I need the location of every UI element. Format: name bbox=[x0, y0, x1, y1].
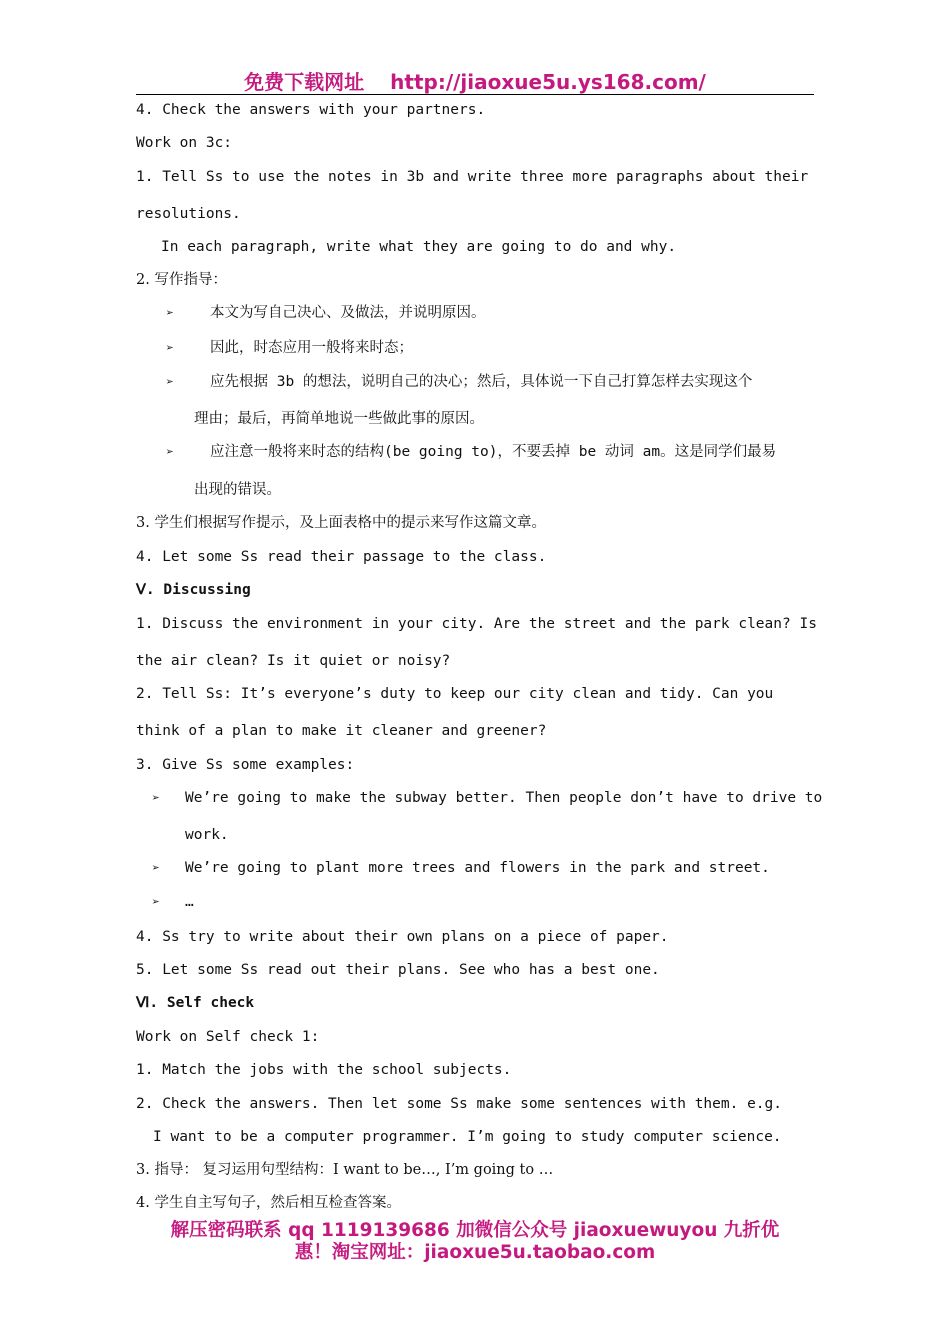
text-line: Work on Self check 1: bbox=[136, 1029, 320, 1045]
list-item: ➢ 因此，时态应用一般将来时态； bbox=[166, 338, 413, 359]
text-line: resolutions. bbox=[136, 206, 241, 222]
text-line: 2. 写作指导： bbox=[136, 272, 227, 288]
text-line: 2. Check the answers. Then let some Ss make some sentences with them. e.g. bbox=[136, 1096, 783, 1112]
text-line: In each paragraph, write what they are going to do and why. bbox=[161, 239, 677, 255]
arrow-bullet-icon: ➢ bbox=[166, 306, 174, 321]
arrow-bullet-icon: ➢ bbox=[152, 791, 160, 806]
text-line: 3. Give Ss some examples: bbox=[136, 757, 355, 773]
arrow-bullet-icon: ➢ bbox=[166, 341, 174, 356]
footer-line-2: 惠！淘宝网址：jiaoxue5u.taobao.com bbox=[294, 1242, 656, 1263]
arrow-bullet-icon: ➢ bbox=[152, 895, 160, 910]
text-line: think of a plan to make it cleaner and greener? bbox=[136, 723, 547, 739]
text-line: 1. Tell Ss to use the notes in 3b and write three more paragraphs about their bbox=[136, 169, 809, 185]
text-line: I want to be a computer programmer. I’m going to study computer science. bbox=[153, 1129, 782, 1145]
header-url[interactable]: http://jiaoxue5u.ys168.com/ bbox=[390, 70, 706, 94]
text-line: 4. Check the answers with your partners. bbox=[136, 102, 486, 118]
text-line: 4. Let some Ss read their passage to the class. bbox=[136, 549, 547, 565]
page-header bbox=[0, 66, 950, 95]
section-heading: Ⅴ. Discussing bbox=[136, 582, 251, 598]
arrow-bullet-icon: ➢ bbox=[166, 445, 174, 460]
arrow-bullet-icon: ➢ bbox=[152, 861, 160, 876]
text-line: 1. Discuss the environment in your city. Are the street and the park clean? Is bbox=[136, 616, 817, 632]
list-item: ➢ 本文为写自己决心、及做法，并说明原因。 bbox=[166, 303, 486, 324]
text-line: 出现的错误。 bbox=[194, 482, 281, 498]
list-item: ➢ We’re going to plant more trees and flowers in the park and street. bbox=[152, 858, 770, 879]
text-line: 1. Match the jobs with the school subjects. bbox=[136, 1062, 512, 1078]
text-line: 2. Tell Ss: It’s everyone’s duty to keep our city clean and tidy. Can you bbox=[136, 686, 774, 702]
text-line: 4. Ss try to write about their own plans on a piece of paper. bbox=[136, 929, 669, 945]
text-line: 4. 学生自主写句子，然后相互检查答案。 bbox=[136, 1195, 401, 1211]
text-line: 理由；最后，再简单地说一些做此事的原因。 bbox=[194, 411, 484, 427]
list-item: ➢ 应注意一般将来时态的结构(be going to)，不要丢掉 be 动词 am。这是同学们最易 bbox=[166, 442, 776, 463]
list-item: ➢ 应先根据 3b 的想法，说明自己的决心；然后，具体说一下自己打算怎样去实现这个 bbox=[166, 372, 752, 393]
text-line: 3. 指导： 复习运用句型结构：I want to be…, I’m going to … bbox=[136, 1162, 554, 1178]
section-heading: Ⅵ. Self check bbox=[136, 995, 255, 1011]
text-line: work. bbox=[185, 827, 229, 843]
header-divider bbox=[136, 94, 814, 95]
text-line: Work on 3c: bbox=[136, 135, 233, 151]
text-line: the air clean? Is it quiet or noisy? bbox=[136, 653, 451, 669]
footer-line-1: 解压密码联系 qq 1119139686 加微信公众号 jiaoxuewuyou 九折优 bbox=[170, 1220, 780, 1241]
list-item: ➢ … bbox=[152, 892, 194, 913]
text-line: 5. Let some Ss read out their plans. See who has a best one. bbox=[136, 962, 660, 978]
header-title: 免费下载网址 bbox=[244, 70, 365, 94]
list-item: ➢ We’re going to make the subway better. Then people don’t have to drive to bbox=[152, 788, 822, 809]
arrow-bullet-icon: ➢ bbox=[166, 375, 174, 390]
text-line: 3. 学生们根据写作提示，及上面表格中的提示来写作这篇文章。 bbox=[136, 515, 546, 531]
